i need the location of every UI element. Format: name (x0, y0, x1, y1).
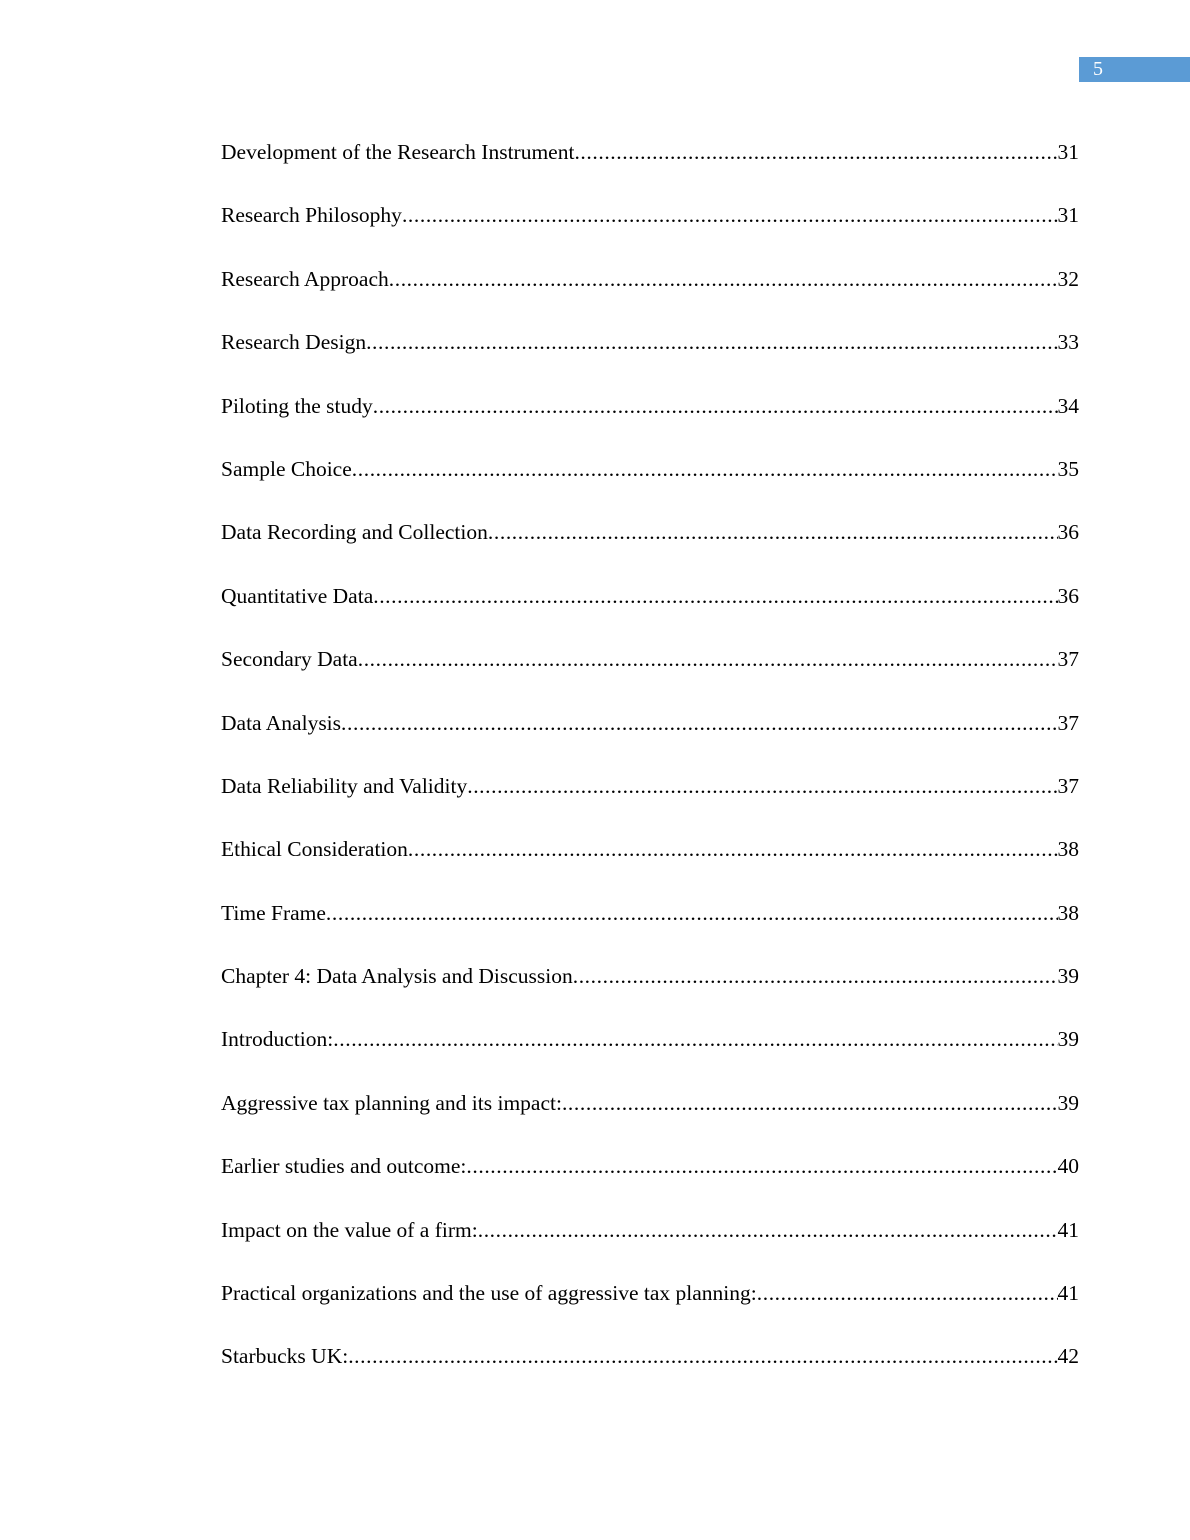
toc-entry-page: 33 (1057, 330, 1079, 355)
toc-entry-title: Research Design (221, 330, 367, 355)
toc-entry-page: 36 (1057, 583, 1079, 608)
toc-entry-page: 34 (1057, 393, 1079, 418)
toc-entry-title: Data Reliability and Validity (221, 773, 468, 798)
toc-entry[interactable] (221, 639, 1079, 702)
toc-dot-leader (467, 766, 1057, 806)
toc-entry-title: Time Frame (221, 900, 326, 925)
page-number: 5 (1093, 58, 1103, 80)
toc-entry-page: 39 (1057, 964, 1079, 989)
toc-entry-title: Piloting the study (221, 393, 373, 418)
toc-entry[interactable] (221, 703, 1079, 766)
toc-entry-page: 39 (1057, 1090, 1079, 1115)
toc-entry[interactable] (221, 1273, 1079, 1336)
toc-entry-page: 31 (1057, 140, 1079, 164)
toc-entry-title: Earlier studies and outcome: (221, 1154, 467, 1179)
toc-entry[interactable] (221, 195, 1079, 258)
toc-entry-title: Data Analysis (221, 710, 342, 735)
toc-entry-title: Aggressive tax planning and its impact: (221, 1090, 562, 1115)
toc-dot-leader (389, 259, 1058, 299)
toc-dot-leader (373, 386, 1058, 426)
toc-entry[interactable] (221, 1019, 1079, 1082)
toc-entry-title: Quantitative Data (221, 583, 374, 608)
toc-entry-page: 36 (1057, 520, 1079, 545)
toc-entry-title: Impact on the value of a firm: (221, 1217, 478, 1242)
toc-entry-title: Practical organizations and the use of aggressive tax planning: (221, 1281, 757, 1306)
toc-entry[interactable] (221, 1336, 1079, 1399)
toc-entry-title: Ethical Consideration (221, 837, 408, 862)
toc-dot-leader (373, 576, 1057, 616)
toc-dot-leader (408, 829, 1058, 869)
toc-entry-page: 42 (1057, 1344, 1079, 1369)
toc-dot-leader (757, 1273, 1058, 1313)
toc-entry[interactable] (221, 449, 1079, 512)
toc-entry-page: 38 (1057, 900, 1079, 925)
toc-dot-leader (562, 1083, 1058, 1123)
toc-entry-page: 40 (1057, 1154, 1079, 1179)
toc-entry-title: Data Recording and Collection (221, 520, 488, 545)
toc-dot-leader (573, 956, 1058, 996)
toc-dot-leader (488, 512, 1058, 552)
toc-entry-page: 37 (1057, 647, 1079, 672)
toc-entry-title: Secondary Data (221, 647, 358, 672)
toc-dot-leader (333, 1019, 1057, 1059)
toc-dot-leader (352, 449, 1058, 489)
toc-dot-leader (348, 1336, 1057, 1376)
toc-entry-title: Starbucks UK: (221, 1344, 349, 1369)
toc-entry-title: Chapter 4: Data Analysis and Discussion (221, 964, 573, 989)
toc-entry[interactable] (221, 1146, 1079, 1209)
toc-entry[interactable] (221, 1083, 1079, 1146)
toc-dot-leader (341, 703, 1057, 743)
page-number-badge (1079, 57, 1190, 82)
table-of-contents (221, 132, 1079, 1400)
toc-entry[interactable] (221, 893, 1079, 956)
toc-entry-page: 37 (1057, 773, 1079, 798)
toc-entry[interactable] (221, 512, 1079, 575)
toc-entry-title: Sample Choice (221, 456, 352, 481)
toc-entry-page: 35 (1057, 456, 1079, 481)
toc-dot-leader (478, 1210, 1058, 1250)
toc-entry-page: 31 (1057, 203, 1079, 228)
toc-entry-title: Development of the Research Instrument (221, 140, 575, 164)
toc-entry-page: 41 (1057, 1281, 1079, 1306)
toc-dot-leader (358, 639, 1058, 679)
toc-entry-title: Research Approach (221, 266, 389, 291)
toc-entry[interactable] (221, 576, 1079, 639)
toc-entry-page: 39 (1057, 1027, 1079, 1052)
toc-entry[interactable] (221, 766, 1079, 829)
toc-entry[interactable] (221, 386, 1079, 449)
toc-dot-leader (326, 893, 1058, 933)
toc-entry[interactable] (221, 259, 1079, 322)
toc-entry-page: 37 (1057, 710, 1079, 735)
toc-entry-page: 32 (1057, 266, 1079, 291)
toc-entry[interactable] (221, 829, 1079, 892)
toc-entry[interactable] (221, 1210, 1079, 1273)
toc-dot-leader (402, 195, 1058, 235)
toc-entry[interactable] (221, 956, 1079, 1019)
toc-entry-title: Research Philosophy (221, 203, 402, 228)
toc-entry-page: 41 (1057, 1217, 1079, 1242)
toc-entry-page: 38 (1057, 837, 1079, 862)
toc-entry[interactable] (221, 322, 1079, 385)
toc-dot-leader (574, 132, 1057, 172)
toc-dot-leader (466, 1146, 1057, 1186)
toc-entry-title: Introduction: (221, 1027, 334, 1052)
toc-dot-leader (366, 322, 1057, 362)
toc-entry[interactable] (221, 132, 1079, 195)
